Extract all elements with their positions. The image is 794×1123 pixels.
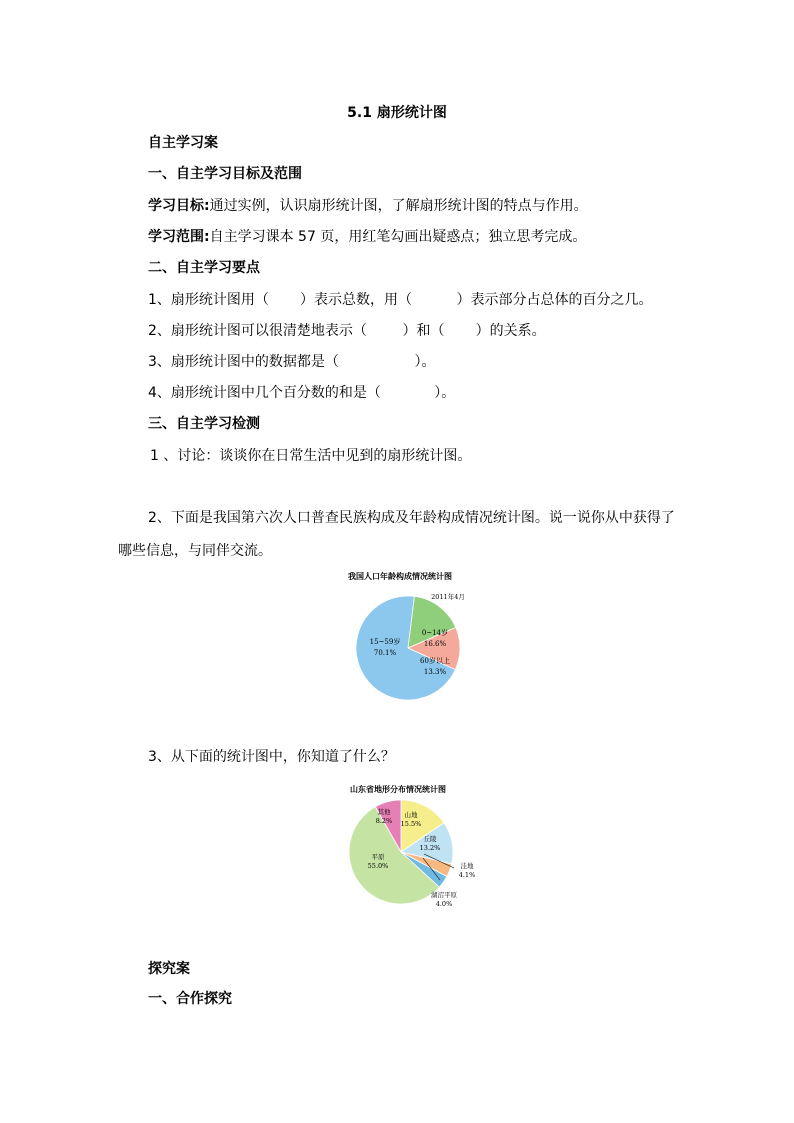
population-age-pie-svg: [320, 568, 480, 708]
slice-label-other: 其他: [377, 808, 391, 816]
chart-title: 山东省地形分布情况统计图: [350, 784, 446, 794]
slice-value-60-plus: 13.3%: [423, 668, 447, 676]
goal-text: 通过实例，认识扇形统计图，了解扇形统计图的特点与作用。: [209, 198, 588, 214]
section-self-study: 自主学习案: [148, 135, 218, 151]
key-point-2: 2、扇形统计图可以很清楚地表示（ ）和（ ）的关系。: [148, 323, 546, 339]
goal-label: 学习目标:: [148, 198, 210, 214]
slice-value-lake-plain: 4.0%: [435, 900, 453, 908]
heading-self-check: 三、自主学习检测: [148, 416, 260, 432]
slice-label-mountain: 山地: [404, 811, 418, 819]
key-point-1: 1、扇形统计图用（ ）表示总数，用（ ）表示部分占总体的百分之几。: [148, 292, 653, 308]
slice-value-0-14: 16.6%: [423, 640, 447, 648]
slice-value-depression: 4.1%: [458, 871, 476, 879]
question-2-line-1: 2、下面是我国第六次人口普查民族构成及年龄构成情况统计图。说一说你从中获得了: [148, 510, 675, 526]
slice-label-60-plus: 60岁以上: [420, 657, 450, 665]
question-1: 1 、讨论：谈谈你在日常生活中见到的扇形统计图。: [150, 448, 472, 464]
heading-cooperative-explore: 一、合作探究: [148, 991, 232, 1007]
terrain-pie-chart: [330, 782, 480, 912]
page-title: 5.1 扇形统计图: [347, 105, 447, 121]
question-3: 3、从下面的统计图中，你知道了什么？: [148, 749, 395, 765]
chart-title: 我国人口年龄构成情况统计图: [348, 571, 452, 581]
heading-key-points: 二、自主学习要点: [148, 260, 260, 276]
heading-goals-range: 一、自主学习目标及范围: [148, 166, 302, 182]
slice-label-plain: 平原: [371, 853, 385, 861]
slice-label-15-59: 15~59岁: [369, 638, 401, 646]
range-label: 学习范围:: [148, 229, 210, 245]
slice-value-other: 8.2%: [375, 817, 393, 825]
slice-label-hills: 丘陵: [423, 835, 437, 843]
slice-label-depression: 洼地: [460, 862, 474, 870]
population-age-pie-chart: [320, 568, 480, 708]
section-explore: 探究案: [148, 961, 190, 977]
slice-value-15-59: 70.1%: [373, 649, 397, 657]
slice-value-mountain: 15.5%: [400, 820, 422, 828]
slice-value-plain: 55.0%: [367, 862, 389, 870]
key-point-3: 3、扇形统计图中的数据都是（ ）。: [148, 354, 436, 370]
key-point-4: 4、扇形统计图中几个百分数的和是（ ）。: [148, 385, 456, 401]
goal-line: [148, 197, 588, 215]
slice-label-lake-plain: 湖沼平原: [431, 891, 457, 899]
chart-subtitle: 2011年4月: [431, 593, 465, 601]
range-line: [148, 228, 586, 246]
slice-value-hills: 13.2%: [419, 844, 441, 852]
question-2-line-2: 哪些信息，与同伴交流。: [118, 543, 272, 559]
slice-label-0-14: 0~14岁: [421, 629, 449, 637]
terrain-pie-svg: [330, 782, 480, 912]
range-text: 自主学习课本 57 页，用红笔勾画出疑惑点；独立思考完成。: [209, 229, 587, 245]
